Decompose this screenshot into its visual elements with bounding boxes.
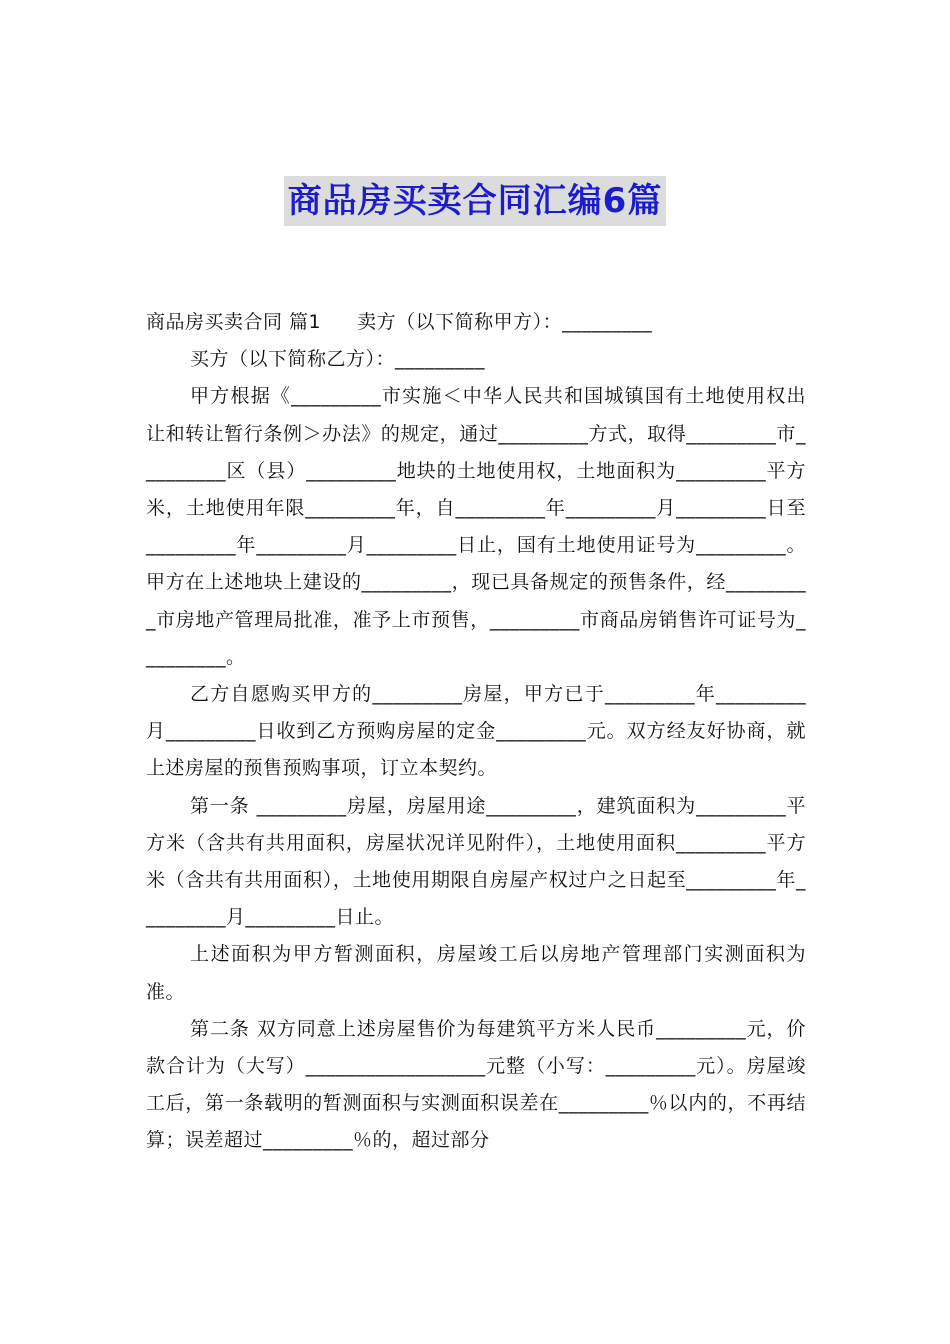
paragraph-area-note: 上述面积为甲方暂测面积，房屋竣工后以房地产管理部门实测面积为准。 <box>146 943 806 1003</box>
document-title: 商品房买卖合同汇编6篇 <box>284 176 667 226</box>
paragraph-land-rights: 甲方根据《_________市实施＜中华人民共和国城镇国有土地使用权出让和转让暂行条例＞办法》的规定，通过_________方式，取得_________市_________区（县）_________地块的土地使用权，土地面积为_________平方米，土地使用年限_________年，自_________年_________月_________日至_________年_________月_________日止，国有土地使用证号为_________。甲方在上述地块上建设的_________，现已具备规定的预售条件，经_________市房地产管理局批准，准予上市预售，_________市商品房销售许可证号为_________。 <box>146 385 806 668</box>
article-label: 商品房买卖合同 篇1 <box>146 311 322 333</box>
paragraph-purchase-intent: 乙方自愿购买甲方的_________房屋，甲方已于_________年_________月_________日收到乙方预购房屋的定金_________元。双方经友好协商，就上述房屋的预售预购事项，订立本契约。 <box>146 683 806 780</box>
article-2: 第二条 双方同意上述房屋售价为每建筑平方米人民币_________元，价款合计为（大写）__________________元整（小写：_________元）。房屋竣工后，第一条载明的暂测面积与实测面积误差在_________％以内的，不再结算；误差超过_________％的，超过部分 <box>146 1017 806 1152</box>
document-body <box>146 304 806 1160</box>
document-title-wrapper <box>0 176 950 232</box>
buyer-line: 买方（以下简称乙方）：_________ <box>190 348 486 371</box>
seller-line: 卖方（以下简称甲方）：_________ <box>357 311 653 333</box>
heading-line <box>146 304 806 341</box>
article-1: 第一条 _________房屋，房屋用途_________，建筑面积为_________平方米（含共有共用面积，房屋状况详见附件），土地使用面积_________平方米（含共有共用面积），土地使用期限自房屋产权过户之日起至_________年_________月_________日止。 <box>146 794 806 929</box>
